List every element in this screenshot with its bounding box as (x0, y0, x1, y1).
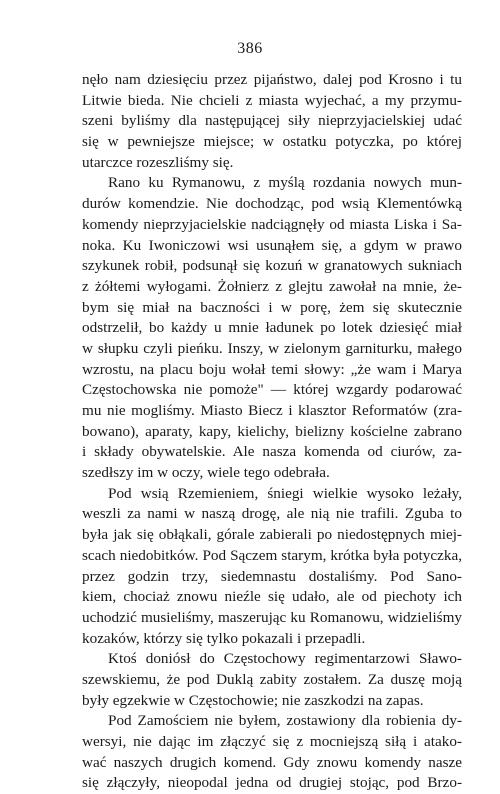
text-line: odstrzelił, bo każdy u mnie ładunek po lotek dziesięć miał (82, 319, 462, 337)
text-line: wersyi, nie dając im złączyć się z mocniejszą siłą i atako- (82, 733, 462, 750)
text-line: bowano), aparaty, kapy, kielichy, bielizny kościelne zabrano (82, 422, 462, 440)
text-line: się w pewniejsze miejsce; w ostatku potyczka, po której (82, 133, 462, 151)
text-line: Pod Zamościem nie byłem, zostawiony dla robienia dy- (108, 712, 462, 730)
text-line: szykunek robił, podsunął się kozuń w granatowych sukniach (82, 257, 462, 275)
text-line: Częstochowska nie pomoże" — której wzgardy podarować (82, 381, 462, 399)
text-line: bym się miał na baczności i w porę, żem się skutecznie (82, 298, 462, 316)
text-line: szewskiemu, że pod Duklą zabity zostałem. Za duszę moją (82, 670, 462, 688)
text-line: durów komendzie. Nie dochodząc, pod wsią Klementówką (82, 195, 462, 213)
text-line: się złączyły, nieopodal jedna od drugiej stojąc, pod Brzo- (82, 774, 462, 792)
text-line: wzrostu, na placu boju wołał temi słowy: „że wam i Marya (82, 360, 462, 378)
page-number: 386 (237, 40, 263, 57)
body-text (82, 70, 462, 794)
text-line: utarczce rozeszliśmy się. (82, 153, 234, 171)
text-line: kozaków, którzy się tylko pokazali i przepadli. (82, 629, 366, 647)
text-line: Litwie bieda. Nie chcieli z miasta wyjechać, a my przymu- (82, 91, 462, 109)
text-line: uchodzić musieliśmy, maszerując ku Romanowu, widzieliśmy (82, 608, 462, 626)
text-line: szedłszy im w oczy, wiele tego odebrała. (82, 464, 330, 482)
text-line: były egzekwie w Częstochowie; nie zaszkodzi na zapas. (82, 691, 424, 709)
text-line: nęło nam dziesięciu przez pijaństwo, dalej pod Krosno i tu (82, 71, 462, 88)
text-line: wać naszych drugich komend. Gdy znowu komendy nasze (82, 753, 462, 771)
text-line: przez godzin trzy, siedemnastu dostaliśmy. Pod Sano- (82, 567, 462, 585)
text-line: w słupku czyli pieńku. Inszy, w zielonym garniturku, małego (82, 339, 462, 357)
text-line: Ktoś doniósł do Częstochowy regimentarzowi Sławo- (108, 650, 462, 668)
text-line: komendy nieprzyjacielskie nadciągnęły od miasta Liska i Sa- (82, 215, 462, 233)
text-line: była jak się obłąkali, górale zabierali po niedostępnych miej- (82, 526, 462, 544)
text-line: i składy obywatelskie. Ale nasza komenda od ciurów, za- (82, 443, 462, 461)
text-line: szeni byliśmy dla następującej siły nieprzyjacielskiej udać (82, 112, 462, 130)
text-line: scach niedobitków. Pod Sączem starym, krótka była potyczka, (82, 546, 462, 564)
text-line: kiem, chociaż znowu nieźle się udało, ale od piechoty ich (82, 588, 462, 606)
text-line: z żółtemi wyłogami. Żołnierz z glejtu zawołał na mnie, że- (82, 277, 462, 295)
text-line: mu nie mogliśmy. Miasto Biecz i klasztor Reformatów (zra- (82, 402, 462, 419)
text-line: weszli za nami w naszą drogę, ale nią nie trafili. Zguba to (82, 505, 462, 523)
text-line: Rano ku Rymanowu, z myślą rozdania nowych mun- (108, 174, 462, 192)
text-line: noka. Ku Iwoniczowi wsi usunąłem się, a gdym w prawo (82, 236, 462, 254)
text-line: Pod wsią Rzemieniem, śniegi wielkie wysoko leżały, (108, 484, 462, 502)
